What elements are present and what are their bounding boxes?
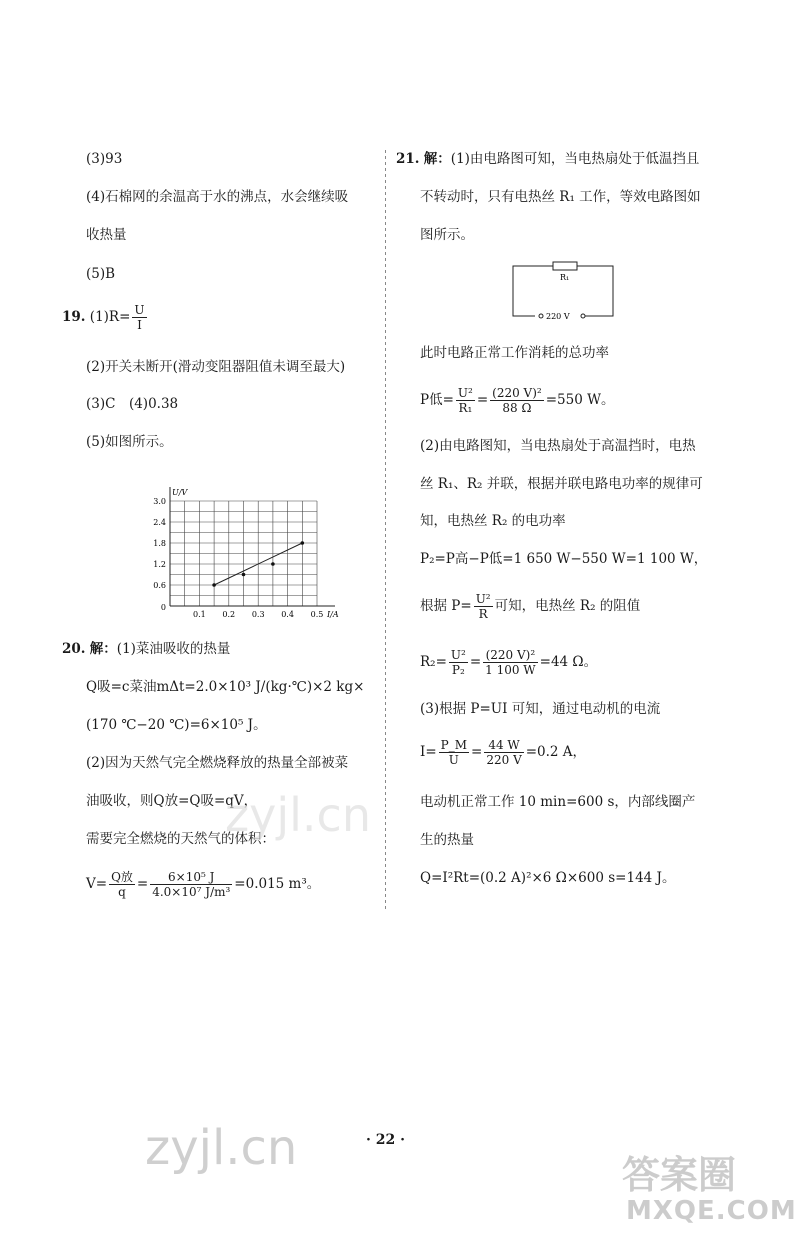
data-point — [242, 573, 246, 577]
y-tick-label: 1.2 — [153, 560, 166, 569]
y-tick-label: 0.6 — [153, 581, 166, 590]
q21-heat-formula: Q=I²Rt=(0.2 A)²×6 Ω×600 s=144 J。 — [420, 870, 676, 886]
q21-current-formula: I= $\frac{P\_M}{U}$ = $\frac{44 W}{220 V}$ =0.2 A， — [420, 738, 587, 767]
y-tick-label: 3.0 — [153, 497, 166, 506]
q21-low-power-formula: P低= $\frac{\text{U²}}{\text{R₁}}$ = $\frac{\text{(220 V)²}}{88 \Omega}$ =550 W。 — [420, 386, 615, 415]
q21-heading: 21. 解：(1)由电路图可知，当电热扇处于低温挡且 — [396, 151, 700, 167]
y-tick-label: 1.8 — [153, 539, 166, 548]
q21-power-intro: 此时电路正常工作消耗的总功率 — [420, 345, 609, 361]
data-point — [271, 562, 275, 566]
q19-part2: (2)开关未断开(滑动变阻器阻值未调至最大) — [86, 359, 346, 375]
q21-number: 21. — [396, 151, 420, 167]
x-tick-label: 0.3 — [251, 610, 265, 619]
x-axis-label: I/A — [327, 610, 339, 619]
q20-volume-formula: V= $\frac{\text{Q放}}{q}$ = $\frac{\text{6×10⁵ J}}{\text{4.0×10⁷ J/m³}}$ =0.015 m³。 — [86, 870, 321, 899]
u-i-graph — [140, 470, 339, 620]
q21-time-line1: 电动机正常工作 10 min=600 s，内部线圈产 — [420, 794, 696, 810]
q18-part4-line2: 收热量 — [86, 227, 127, 243]
q21-part2-line1: (2)由电路图知，当电热扇处于高温挡时，电热 — [420, 438, 696, 454]
y-tick-label: 2.4 — [153, 518, 166, 527]
q18-part4-line1: (4)石棉网的余温高于水的沸点，水会继续吸 — [86, 189, 349, 205]
q21-p2-formula: P₂=P高−P低=1 650 W−550 W=1 100 W， — [420, 551, 708, 567]
origin-label: 0 — [160, 603, 166, 612]
q20-part2-line3: 需要完全燃烧的天然气的体积： — [86, 831, 275, 847]
watermark-logo: 答案圈 — [622, 1153, 737, 1197]
q21-time-line2: 生的热量 — [420, 832, 474, 848]
circuit-diagram — [505, 258, 620, 324]
x-tick-label: 0.1 — [193, 610, 206, 619]
q21-part1-line2: 不转动时，只有电热丝 R₁ 工作，等效电路图如 — [420, 189, 701, 205]
watermark-center: zyjl.cn — [225, 788, 371, 842]
q21-part2-line3: 知，电热丝 R₂ 的电功率 — [420, 513, 566, 529]
q18-part5: (5)B — [86, 266, 116, 282]
q20-heat-result: (170 ℃−20 ℃)=6×10⁵ J。 — [86, 717, 267, 733]
resistor-label: R₁ — [560, 273, 570, 282]
q20-heat-formula: Q吸=c菜油mΔt=2.0×10³ J/(kg·℃)×2 kg× — [86, 679, 365, 695]
column-divider — [385, 150, 386, 910]
q21-part2-line2: 丝 R₁、R₂ 并联，根据并联电路电功率的规律可 — [420, 476, 703, 492]
y-axis-label: U/V — [172, 488, 188, 497]
data-point — [212, 583, 216, 587]
q21-r2-formula: R₂= $\frac{\text{U²}}{\text{P₂}}$ = $\frac{\text{(220 V)²}}{1 100 W}$ =44 Ω。 — [420, 648, 598, 677]
q20-part2-line1: (2)因为天然气完全燃烧释放的热量全部被菜 — [86, 755, 349, 771]
terminal-left — [539, 314, 543, 318]
q19-formula: 19. (1)R= $\frac{U}{I}$ — [62, 303, 145, 332]
watermark-site: MXQE.COM — [626, 1196, 797, 1226]
q20-heading: 20. 解：(1)菜油吸收的热量 — [62, 641, 231, 657]
page-number: · 22 · — [366, 1132, 405, 1148]
x-tick-label: 0.2 — [222, 610, 236, 619]
data-point — [301, 541, 305, 545]
q19-part3-4: (3)C (4)0.38 — [86, 396, 179, 412]
x-tick-label: 0.4 — [281, 610, 294, 619]
q18-part3: (3)93 — [86, 151, 123, 167]
q21-part3: (3)根据 P=UI 可知，通过电动机的电流 — [420, 701, 661, 717]
voltage-label: 220 V — [546, 312, 570, 321]
fraction-u-over-i: $\frac{U}{I}$ — [134, 303, 145, 332]
resistor-r1 — [553, 262, 577, 270]
q20-number: 20. — [62, 641, 86, 657]
q21-r2-intro: 根据 P= $\frac{\text{U²}}{R}$ 可知，电热丝 R₂ 的阻值 — [420, 592, 641, 621]
watermark-bottom: zyjl.cn — [145, 1120, 298, 1176]
q20-part2-line2: 油吸收，则Q放=Q吸=qV， — [86, 793, 258, 809]
x-tick-label: 0.5 — [310, 610, 324, 619]
terminal-right — [581, 314, 585, 318]
q19-number: 19. — [62, 309, 86, 325]
q21-part1-line3: 图所示。 — [420, 227, 474, 243]
q19-part5: (5)如图所示。 — [86, 434, 173, 450]
